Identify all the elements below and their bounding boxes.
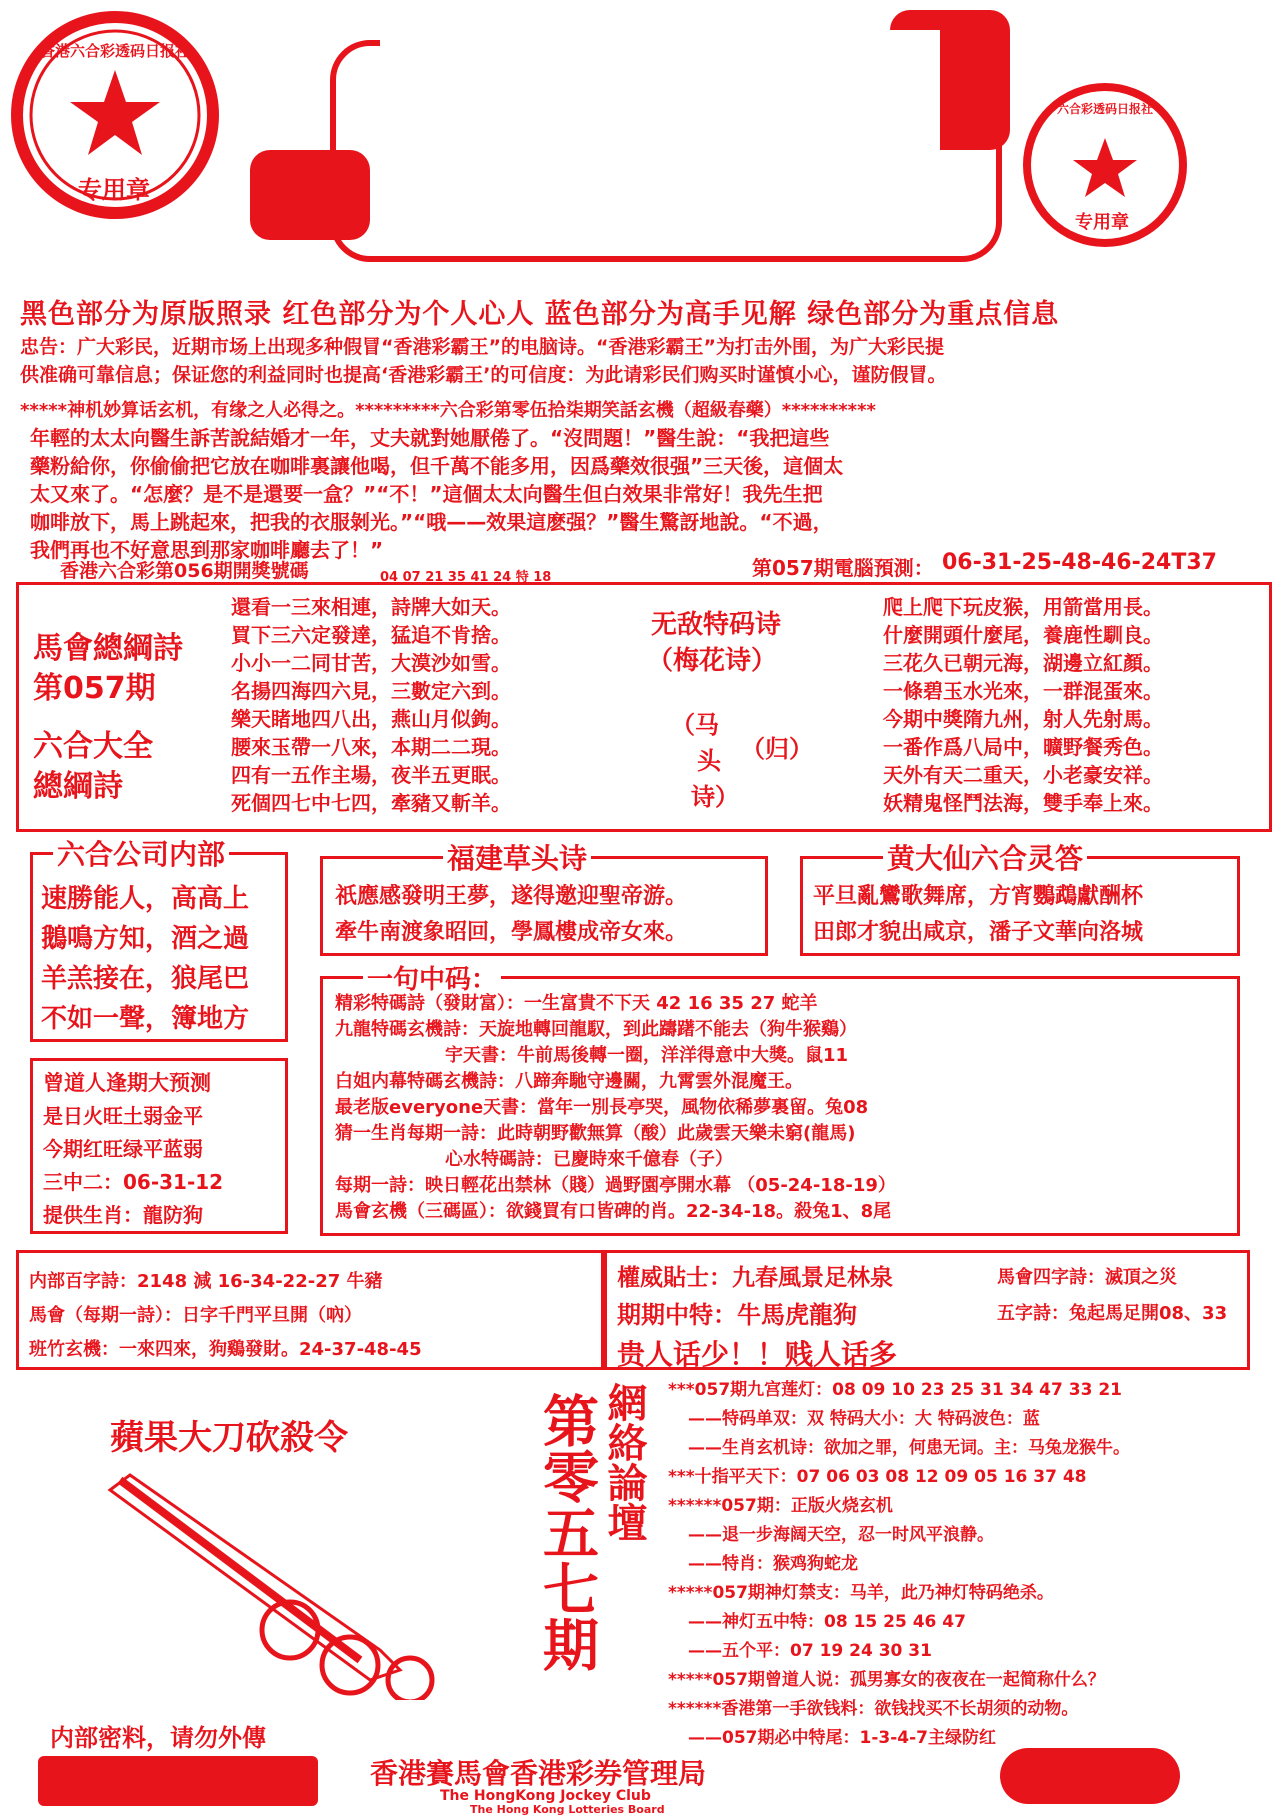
mid-subtitle: （梅花诗） [647,646,778,676]
forum-line: ——神灯五中特：08 15 25 46 47 [688,1612,966,1632]
yiju-line: 宇天書：牛前馬後轉一圈，洋洋得意中大獎。鼠11 [445,1045,849,1066]
company-line: 不如一聲，簿地方 [41,1004,250,1034]
mid-note: （归） [741,735,813,763]
draw-numbers: 04 07 21 35 41 24 特 18 [380,570,552,585]
mid-note: （马 [671,711,719,739]
period-vertical: 第零五七期 [534,1392,599,1672]
company-line: 鵝鳴方知，酒之過 [41,924,250,954]
title-banner [250,10,1020,250]
company-box [30,838,288,1042]
poem-period: 第057期 [33,671,156,706]
joke-line: 藥粉給你，你偷偷把它放在咖啡裏讓他喝，但千萬不能多用，因爲藥效很强”三天後，這個太 [30,454,844,478]
footer-en-1: The HongKong Jockey Club [440,1788,651,1804]
poem-title: 馬會總綱詩 [33,631,183,666]
yiju-line: 心水特碼詩：已慶時來千億春（子） [445,1149,733,1170]
stamp-left-ring: 香港六合彩透码日报社 [40,42,191,60]
poem-line: 還看一三來相連，詩牌大如天。 [231,595,511,619]
poem-line: 一番作爲八局中，曠野餐秀色。 [883,735,1163,759]
poem-line: 腰來玉帶一八來，本期二二現。 [231,735,511,759]
forum-line: ——特码单双：双 特码大小：大 特码波色：蓝 [688,1409,1040,1429]
knife-title: 蘋果大刀砍殺令 [110,1418,348,1458]
mid-note: 诗） [691,783,739,811]
five-char-line: 五字詩：兔起馬足開08、33 [997,1303,1228,1324]
hit-line: 期期中特：牛馬虎龍狗 [617,1301,857,1329]
yiju-line: 白姐内幕特碼玄機詩：八蹄奔馳守邊關，九霄雲外混魔王。 [335,1071,803,1092]
forum-line: ***057期九宫莲灯：08 09 10 23 25 31 34 47 33 21 [668,1380,1122,1400]
poem-line: 買下三六定發達，猛追不肯捨。 [231,623,511,647]
yiju-line: 九龍特碼玄機詩：天旋地轉回龍馭，到此躊躇不能去（狗牛猴鷄） [335,1019,857,1040]
poem-line: 一條碧玉水光來，一群混蛋來。 [883,679,1163,703]
poem-line: 什麼開頭什麼尾，養鹿性馴良。 [883,623,1163,647]
legend-line: 黑色部分为原版照录 红色部分为个人心人 蓝色部分为高手见解 绿色部分为重点信息 [20,299,1060,330]
mid-note: 头 [697,747,721,775]
star-icon [70,70,160,155]
bottom-right-box [604,1250,1250,1370]
poem-line: 妖精鬼怪鬥法海，雙手奉上來。 [883,791,1163,815]
joke-body [30,424,1270,564]
warning-line-1: 忠告：广大彩民，近期市场上出现多种假冒“香港彩霸王”的电脑诗。“香港彩霸王”为打击外围，为广大彩民提 [20,336,944,358]
forecast-label: 第057期電腦預測： [752,556,934,580]
fujian-title: 福建草头诗 [443,837,591,877]
fujian-box [320,842,768,956]
forum-line: ******香港第一手欲钱料：欲钱找买不长胡须的动物。 [668,1699,1079,1719]
forum-line: ——057期必中特尾：1-3-4-7主绿防红 [688,1728,996,1748]
poem-title: 總綱詩 [33,769,123,804]
poem-line: 今期中獎隋九州，射人先射馬。 [883,707,1163,731]
huang-line: 平旦亂鸞歌舞席，方宵鸚鵡獻酬杯 [813,884,1144,909]
zengdao-box [30,1058,288,1234]
forum-line: *****057期神灯禁支：马羊，此乃神灯特码绝杀。 [668,1583,1054,1603]
forum-line: *****057期曾道人说：孤男寡女的夜夜在一起简称什么？ [668,1670,1105,1690]
poem-line: 名揚四海四六見，三數定六到。 [231,679,511,703]
stamp-right-ring: 六合彩透码日报社 [1056,102,1153,116]
footer-org: 香港賽馬會香港彩券管理局 [370,1757,707,1790]
stamp-right-bottom: 专用章 [1075,212,1129,233]
bottom-left-line: 馬會（每期一詩）：日字千門平旦開（吶） [29,1305,362,1326]
poem-line: 爬上爬下玩皮猴，用箭當用長。 [883,595,1163,619]
footer-left-logo [38,1756,318,1806]
mid-title: 无敌特码诗 [651,610,782,640]
huang-box [800,842,1240,956]
knife-footer: 内部密料，请勿外傳 [50,1724,266,1752]
forum-line: ******057期：正版火烧玄机 [668,1496,893,1516]
yiju-line: 每期一詩：映日輕花出禁林（賤）過野園亭開水幕 （05-24-18-19） [335,1175,896,1196]
sword-icon [100,1470,480,1700]
poem-line: 小小一二同甘苦，大漠沙如雪。 [231,651,511,675]
yiju-line: 猜一生肖每期一詩：此時朝野歡無算（酸）此歲雲天樂未窮(龍馬) [335,1123,856,1144]
bottom-left-line: 内部百字詩：2148 減 16-34-22-27 牛豬 [29,1271,383,1292]
poem-line: 三花久已朝元海，湖邊立紅顏。 [883,651,1163,675]
poem-box [16,582,1272,832]
poem-line: 死個四七中七四，牽豬又斬羊。 [231,791,511,815]
bottom-left-line: 班竹玄機：一來四來，狗鷄發財。24-37-48-45 [29,1339,422,1360]
poem-line: 四有一五作主場，夜半五更眠。 [231,763,511,787]
warning-line-2: 供准确可靠信息；保证您的利益同时也提高‘香港彩霸王’的可信度：为此请彩民们购买时谨慎小心，谨防假冒。 [20,364,947,386]
poem-title: 六合大全 [33,729,153,764]
forum-line: ***十指平天下：07 06 03 08 12 09 05 16 37 48 [668,1467,1087,1487]
joke-line: 咖啡放下，馬上跳起來，把我的衣服剝光。”“哦——效果這麽强？”醫生驚訝地說。“不過， [30,510,833,534]
poem-line: 天外有天二重天，小老豪安祥。 [883,763,1163,787]
stamp-left [10,10,220,220]
zengdao-line: 是日火旺土弱金平 [43,1104,203,1128]
zengdao-line: 三中二：06-31-12 [43,1170,224,1194]
forum-line: ——退一步海阔天空，忍一时风平浪静。 [688,1525,994,1545]
footer-en-2: The Hong Kong Lotteries Board [470,1803,665,1816]
stamp-left-bottom: 专用章 [78,176,150,204]
stamp-right [1020,80,1190,250]
yiju-line: 精彩特碼詩（發財富）：一生富貴不下天 42 16 35 27 蛇羊 [335,993,818,1014]
huang-title: 黄大仙六合灵答 [883,837,1087,877]
yiju-box [320,965,1240,1236]
left-poem [231,593,511,817]
saying-line: 贵人话少！！贱人话多 [617,1338,898,1371]
poem-line: 樂天睹地四八出，燕山月似鉤。 [231,707,511,731]
company-title: 六合公司内部 [53,833,229,873]
yiju-line: 最老版everyone天書：當年一別長亭哭，風物依稀夢裏留。兔08 [335,1097,869,1118]
right-poem [883,593,1163,817]
forum-list [668,1376,1278,1753]
forecast-numbers: 06-31-25-48-46-24T37 [942,550,1217,575]
yiju-line: 馬會玄機（三碼區）：欲錢買有口皆碑的肖。22-34-18。殺兔1、8尾 [335,1201,892,1222]
company-line: 速勝能人，高高上 [41,884,250,914]
zengdao-title: 曾道人逢期大预测 [43,1071,211,1095]
footer-right-logo [1000,1748,1180,1804]
forum-line: ——特肖：猴鸡狗蛇龙 [688,1554,858,1574]
draw-label: 香港六合彩第056期開獎號碼 [60,560,309,582]
joke-line: 年輕的太太向醫生訴苦說結婚才一年，丈夫就對她厭倦了。“沒問題！”醫生說：“我把這些 [30,426,830,450]
zengdao-line: 提供生肖：龍防狗 [43,1203,203,1227]
yiju-title: 一句中码： [363,959,501,996]
joke-line: 太又來了。“怎麼？是不是還要一盒？”“不！”這個太太向醫生但白效果非常好！我先生把 [30,482,823,506]
fujian-line: 祇應感發明王夢，遂得邀迎聖帝游。 [335,884,688,909]
bottom-left-box [16,1250,604,1370]
forum-vertical: 網絡論壇 [601,1382,647,1542]
joke-line: 我們再也不好意思到那家咖啡廳去了！” [30,538,384,562]
fujian-line: 牽牛南渡象昭回，學鳳樓成帝女來。 [335,920,688,945]
star-icon [1073,138,1137,197]
huang-line: 田郎才貌出咸京，潘子文華向洛城 [813,920,1144,945]
forum-line: ——五个平：07 19 24 30 31 [688,1641,932,1661]
forum-line: ——生肖玄机诗：欲加之罪，何患无词。主：马兔龙猴牛。 [688,1438,1130,1458]
zengdao-line: 今期红旺绿平蓝弱 [43,1137,203,1161]
tip-line: 權威貼士：九春風景足林泉 [617,1265,893,1291]
company-line: 羊羔接在，狼尾巴 [41,964,250,994]
joke-header: *****神机妙算话玄机，有缘之人必得之。*********六合彩第零伍拾柒期笑話玄機（超級春藥）********** [20,400,876,421]
four-char-line: 馬會四字詩：滅頂之災 [997,1267,1177,1288]
